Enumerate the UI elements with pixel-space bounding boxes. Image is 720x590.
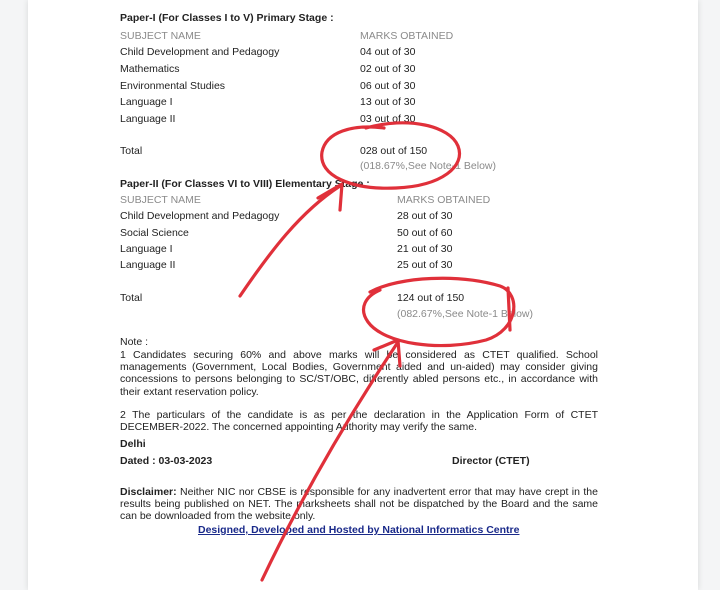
- result-document: [28, 0, 698, 590]
- paper2-col-subject: SUBJECT NAME: [120, 194, 201, 206]
- disclaimer-label: Disclaimer:: [120, 486, 177, 498]
- paper2-total-value: 124 out of 150: [397, 292, 465, 304]
- paper2-heading: Paper-II (For Classes VI to VIII) Elementary Stage :: [120, 178, 370, 190]
- paper1-marks: 13 out of 30: [360, 96, 416, 108]
- paper2-marks: 50 out of 60: [397, 227, 453, 239]
- paper2-subject: Language I: [120, 243, 173, 255]
- paper1-subject: Language II: [120, 113, 176, 125]
- note-label: Note :: [120, 336, 149, 348]
- paper1-subject: Language I: [120, 96, 173, 108]
- paper2-marks: 28 out of 30: [397, 210, 453, 222]
- note-1: 1 Candidates securing 60% and above marks will be considered as CTET qualified. School managements (Government, Local Bodies, Government aided and un-aided) may consider giving concessions to persons belonging to SC/ST/OBC, differently abled persons etc., in accordance with their extant reservation policy.: [120, 349, 598, 398]
- paper1-heading: Paper-I (For Classes I to V) Primary Stage :: [120, 12, 334, 24]
- paper2-subject: Child Development and Pedagogy: [120, 210, 280, 222]
- paper1-col-subject: SUBJECT NAME: [120, 30, 201, 42]
- paper2-total-label: Total: [120, 292, 143, 304]
- nic-footer-link[interactable]: Designed, Developed and Hosted by National Informatics Centre: [198, 524, 520, 536]
- paper1-subject: Child Development and Pedagogy: [120, 46, 280, 58]
- paper1-subject: Mathematics: [120, 63, 180, 75]
- place: Delhi: [120, 438, 146, 450]
- paper1-marks: 04 out of 30: [360, 46, 416, 58]
- paper2-marks: 25 out of 30: [397, 259, 453, 271]
- paper2-marks: 21 out of 30: [397, 243, 453, 255]
- disclaimer-text: Neither NIC nor CBSE is responsible for any inadvertent error that may have crept in the results being published on NET. The marksheets shall not be dispatched by the Board and the same can be downloaded from the website only.: [120, 486, 598, 523]
- paper1-marks: 06 out of 30: [360, 80, 416, 92]
- paper1-col-marks: MARKS OBTAINED: [360, 30, 454, 42]
- paper2-subject: Social Science: [120, 227, 189, 239]
- paper1-marks: 03 out of 30: [360, 113, 416, 125]
- disclaimer: [120, 486, 598, 523]
- paper1-marks: 02 out of 30: [360, 63, 416, 75]
- paper1-total-value: 028 out of 150: [360, 145, 428, 157]
- dated: Dated : 03-03-2023: [120, 455, 213, 467]
- signatory: Director (CTET): [452, 455, 530, 467]
- paper1-total-percent: (018.67%,See Note-1 Below): [360, 160, 496, 172]
- paper2-total-percent: (082.67%,See Note-1 Below): [397, 308, 533, 320]
- paper2-col-marks: MARKS OBTAINED: [397, 194, 491, 206]
- note-2: 2 The particulars of the candidate is as per the declaration in the Application Form of CTET DECEMBER-2022. The concerned appointing Authority may verify the same.: [120, 409, 598, 434]
- paper1-total-label: Total: [120, 145, 143, 157]
- paper2-subject: Language II: [120, 259, 176, 271]
- paper1-subject: Environmental Studies: [120, 80, 226, 92]
